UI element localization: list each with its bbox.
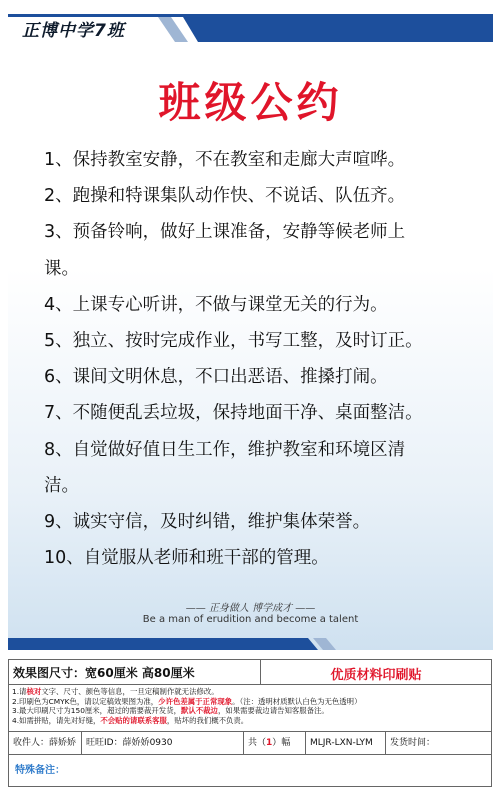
shipping-row: [9, 731, 491, 755]
rule-line: 课。: [44, 258, 79, 279]
note-line: 3.最大印刷尺寸为150厘米，超过的需要裁开发货，默认不裁边，如果需要裁边请告知客服备注。: [12, 706, 329, 716]
rule-line: 8、自觉做好值日生工作，维护教室和环境区清: [44, 439, 406, 460]
motto-english: Be a man of erudition and become a talent: [142, 614, 359, 625]
rules-list: [44, 142, 469, 576]
rule-line: 4、上课专心听讲，不做与课堂无关的行为。: [44, 294, 388, 315]
quality-label: 优质材料印刷贴: [330, 668, 422, 683]
note-line: 4.如需拼贴，请先对好缝，不会贴的请联系客服，贴坏的我们概不负责。: [12, 715, 249, 725]
rule-line: 7、不随便乱丢垃圾，保持地面干净、桌面整洁。: [44, 403, 423, 424]
size-label: 效果图尺寸：宽60厘米 高80厘米: [13, 666, 195, 680]
print-notes: [12, 687, 490, 725]
ship-date-cell: 发货时间：: [385, 732, 491, 754]
order-info-table: [8, 659, 492, 787]
receiver-cell: 收件人：薛娇娇: [13, 738, 77, 748]
rule-line: 2、跑操和特课集队动作快、不说话、队伍齐。: [44, 186, 406, 207]
rule-line: 10、自觉服从老师和班干部的管理。: [44, 548, 329, 569]
footer-banner: [8, 638, 493, 650]
class-name-header: 正博中学7班: [22, 21, 125, 41]
rule-line: 3、预备铃响，做好上课准备，安静等候老师上: [44, 222, 406, 243]
wangwang-cell: 旺旺ID：薛娇娇0930: [81, 732, 243, 754]
size-row: [9, 660, 491, 685]
count-cell: 共（1）幅: [243, 732, 305, 754]
page-title: 班级公约: [158, 78, 343, 127]
code-cell: MLJR-LXN-LYM: [305, 732, 385, 754]
special-notes-label: 特殊备注：: [15, 765, 65, 776]
motto-chinese: —— 正身做人 博学成才 ——: [185, 603, 316, 614]
rule-line: 9、诚实守信，及时纠错，维护集体荣誉。: [44, 512, 371, 533]
rule-line: 5、独立、按时完成作业，书写工整，及时订正。: [44, 331, 423, 352]
note-line: 2.印刷色为CMYK色，请以定稿效果图为准，少许色差属于正常现象。（注：透明材质默认白色为无色透明）: [12, 696, 362, 706]
rule-line: 6、课间文明休息，不口出恶语、推搡打闹。: [44, 367, 388, 388]
rule-line: 1、保持教室安静，不在教室和走廊大声喧哗。: [44, 150, 406, 170]
note-line: 1.请核对文字、尺寸、颜色等信息，一旦定稿制作就无法修改。: [12, 687, 219, 696]
poster: [8, 14, 493, 650]
rule-line: 洁。: [44, 475, 79, 496]
